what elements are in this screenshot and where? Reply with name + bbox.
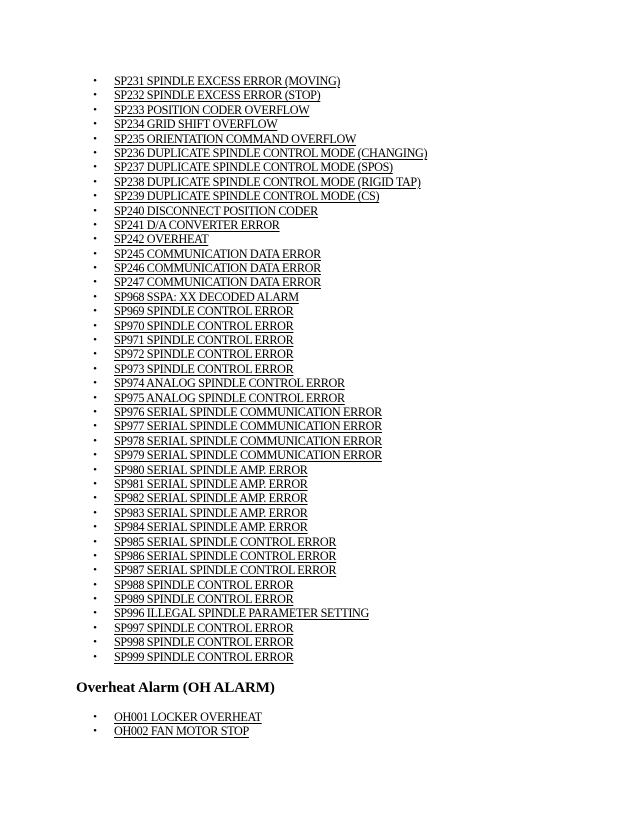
alarm-link[interactable]: SP988 SPINDLE CONTROL ERROR (114, 577, 294, 592)
bullet-icon: • (93, 449, 97, 462)
alarm-link[interactable]: SP239 DUPLICATE SPINDLE CONTROL MODE (CS) (114, 189, 380, 204)
bullet-icon: • (93, 305, 97, 318)
list-item (0, 275, 638, 289)
bullet-icon: • (93, 549, 97, 562)
alarm-link[interactable]: SP236 DUPLICATE SPINDLE CONTROL MODE (CHANGING) (114, 145, 428, 160)
bullet-icon: • (93, 564, 97, 577)
bullet-icon: • (93, 218, 97, 231)
list-item (0, 635, 638, 649)
list-item (0, 117, 638, 131)
list-item (0, 391, 638, 405)
alarm-link[interactable]: SP975 ANALOG SPINDLE CONTROL ERROR (114, 390, 345, 405)
alarm-link[interactable]: SP984 SERIAL SPINDLE AMP. ERROR (114, 520, 308, 535)
list-item (0, 419, 638, 433)
bullet-icon: • (93, 348, 97, 361)
alarm-link[interactable]: SP234 GRID SHIFT OVERFLOW (114, 117, 278, 132)
list-item (0, 477, 638, 491)
list-item (0, 448, 638, 462)
spindle-alarm-list (0, 74, 638, 664)
list-item (0, 376, 638, 390)
bullet-icon: • (93, 463, 97, 476)
alarm-link[interactable]: OH001 LOCKER OVERHEAT (114, 710, 262, 724)
bullet-icon: • (93, 103, 97, 116)
bullet-icon: • (93, 204, 97, 217)
list-item (0, 520, 638, 534)
bullet-icon: • (93, 190, 97, 203)
list-item (0, 463, 638, 477)
list-item (0, 74, 638, 88)
alarm-link[interactable]: SP987 SERIAL SPINDLE CONTROL ERROR (114, 563, 337, 578)
alarm-link[interactable]: OH002 FAN MOTOR STOP (114, 724, 249, 739)
list-item (0, 304, 638, 318)
list-item (0, 710, 638, 724)
list-item (0, 333, 638, 347)
list-item (0, 650, 638, 664)
alarm-link[interactable]: SP978 SERIAL SPINDLE COMMUNICATION ERROR (114, 433, 382, 448)
bullet-icon: • (93, 521, 97, 534)
bullet-icon: • (93, 247, 97, 260)
bullet-icon: • (93, 578, 97, 591)
list-item (0, 405, 638, 419)
list-item (0, 132, 638, 146)
alarm-link[interactable]: SP245 COMMUNICATION DATA ERROR (114, 246, 321, 261)
bullet-icon: • (93, 161, 97, 174)
alarm-link[interactable]: SP237 DUPLICATE SPINDLE CONTROL MODE (SPOS) (114, 160, 393, 175)
list-item (0, 189, 638, 203)
alarm-link[interactable]: SP976 SERIAL SPINDLE COMMUNICATION ERROR (114, 404, 382, 419)
bullet-icon: • (93, 636, 97, 649)
alarm-link[interactable]: SP968 SSPA: XX DECODED ALARM (114, 289, 299, 304)
bullet-icon: • (93, 362, 97, 375)
bullet-icon: • (93, 75, 97, 87)
alarm-link[interactable]: SP999 SPINDLE CONTROL ERROR (114, 649, 294, 664)
list-item (0, 175, 638, 189)
bullet-icon: • (93, 434, 97, 447)
list-item (0, 506, 638, 520)
alarm-link[interactable]: SP233 POSITION CODER OVERFLOW (114, 102, 310, 117)
bullet-icon: • (93, 711, 97, 723)
alarm-link[interactable]: SP232 SPINDLE EXCESS ERROR (STOP) (114, 88, 321, 103)
list-item (0, 88, 638, 102)
bullet-icon: • (93, 146, 97, 159)
bullet-icon: • (93, 334, 97, 347)
bullet-icon: • (93, 593, 97, 606)
alarm-link[interactable]: SP240 DISCONNECT POSITION CODER (114, 203, 318, 218)
bullet-icon: • (93, 391, 97, 404)
list-item (0, 549, 638, 563)
list-item (0, 621, 638, 635)
bullet-icon: • (93, 132, 97, 145)
list-item (0, 103, 638, 117)
list-item (0, 606, 638, 620)
alarm-link[interactable]: SP982 SERIAL SPINDLE AMP. ERROR (114, 491, 308, 506)
overheat-alarm-list (0, 710, 638, 739)
list-item (0, 232, 638, 246)
list-item (0, 204, 638, 218)
alarm-link[interactable]: SP989 SPINDLE CONTROL ERROR (114, 592, 294, 607)
alarm-link[interactable]: SP979 SERIAL SPINDLE COMMUNICATION ERROR (114, 448, 382, 463)
list-item (0, 146, 638, 160)
bullet-icon: • (93, 276, 97, 289)
bullet-icon: • (93, 650, 97, 663)
bullet-icon: • (93, 405, 97, 418)
alarm-link[interactable]: SP985 SERIAL SPINDLE CONTROL ERROR (114, 534, 337, 549)
bullet-icon: • (93, 319, 97, 332)
list-item (0, 724, 638, 738)
list-item (0, 347, 638, 361)
list-item (0, 434, 638, 448)
bullet-icon: • (93, 377, 97, 390)
list-item (0, 535, 638, 549)
alarm-link[interactable]: SP980 SERIAL SPINDLE AMP. ERROR (114, 462, 308, 477)
bullet-icon: • (93, 477, 97, 490)
bullet-icon: • (93, 290, 97, 303)
alarm-link[interactable]: SP983 SERIAL SPINDLE AMP. ERROR (114, 505, 308, 520)
bullet-icon: • (93, 118, 97, 131)
bullet-icon: • (93, 535, 97, 548)
bullet-icon: • (93, 506, 97, 519)
bullet-icon: • (93, 492, 97, 505)
alarm-link[interactable]: SP242 OVERHEAT (114, 232, 209, 247)
alarm-link[interactable]: SP246 COMMUNICATION DATA ERROR (114, 261, 321, 276)
alarm-link[interactable]: SP238 DUPLICATE SPINDLE CONTROL MODE (RIGID TAP) (114, 174, 421, 189)
list-item (0, 578, 638, 592)
bullet-icon: • (93, 621, 97, 634)
bullet-icon: • (93, 420, 97, 433)
list-item (0, 592, 638, 606)
alarm-link[interactable]: SP997 SPINDLE CONTROL ERROR (114, 620, 294, 635)
bullet-icon: • (93, 233, 97, 246)
bullet-icon: • (93, 262, 97, 275)
list-item (0, 160, 638, 174)
list-item (0, 563, 638, 577)
alarm-link[interactable]: SP977 SERIAL SPINDLE COMMUNICATION ERROR (114, 419, 382, 434)
alarm-link[interactable]: SP998 SPINDLE CONTROL ERROR (114, 635, 294, 650)
alarm-link[interactable]: SP996 ILLEGAL SPINDLE PARAMETER SETTING (114, 606, 369, 621)
list-item (0, 247, 638, 261)
list-item (0, 362, 638, 376)
bullet-icon: • (93, 89, 97, 102)
bullet-icon: • (93, 175, 97, 188)
alarm-link[interactable]: SP231 SPINDLE EXCESS ERROR (MOVING) (114, 74, 341, 88)
bullet-icon: • (93, 607, 97, 620)
alarm-link[interactable]: SP971 SPINDLE CONTROL ERROR (114, 333, 294, 348)
alarm-link[interactable]: SP972 SPINDLE CONTROL ERROR (114, 347, 294, 362)
list-item (0, 290, 638, 304)
list-item (0, 218, 638, 232)
list-item (0, 319, 638, 333)
list-item (0, 261, 638, 275)
alarm-link[interactable]: SP973 SPINDLE CONTROL ERROR (114, 361, 294, 376)
bullet-icon: • (93, 725, 97, 738)
alarm-link[interactable]: SP981 SERIAL SPINDLE AMP. ERROR (114, 476, 308, 491)
alarm-link[interactable]: SP247 COMMUNICATION DATA ERROR (114, 275, 321, 290)
alarm-link[interactable]: SP974 ANALOG SPINDLE CONTROL ERROR (114, 376, 345, 391)
alarm-link[interactable]: SP969 SPINDLE CONTROL ERROR (114, 304, 294, 319)
overheat-alarm-heading: Overheat Alarm (OH ALARM) (76, 680, 275, 696)
list-item (0, 491, 638, 505)
alarm-link[interactable]: SP241 D/A CONVERTER ERROR (114, 217, 280, 232)
alarm-link[interactable]: SP986 SERIAL SPINDLE CONTROL ERROR (114, 548, 337, 563)
alarm-link[interactable]: SP235 ORIENTATION COMMAND OVERFLOW (114, 131, 357, 146)
alarm-link[interactable]: SP970 SPINDLE CONTROL ERROR (114, 318, 294, 333)
